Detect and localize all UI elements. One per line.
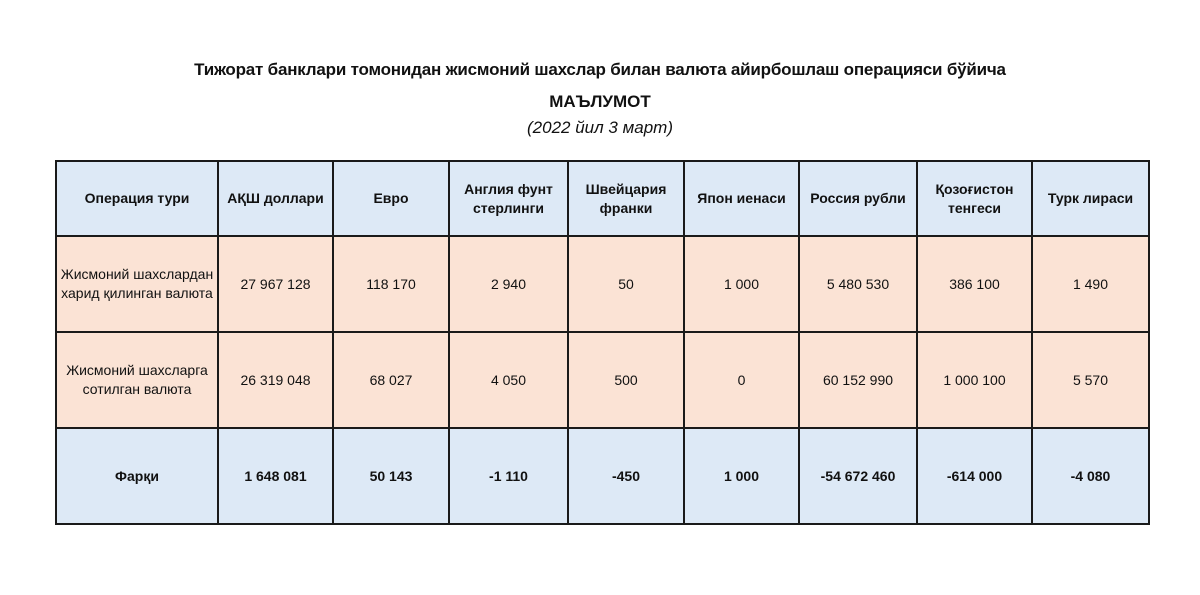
table-cell: 4 050 [449,332,568,428]
table-cell: -450 [568,428,684,524]
table-cell: 50 [568,236,684,332]
table-cell: 60 152 990 [799,332,917,428]
row-label: Жисмоний шахсларга сотилган валюта [56,332,218,428]
row-label: Жисмоний шахслардан харид қилинган валюта [56,236,218,332]
header-cell: Швейцария франки [568,161,684,236]
header-cell: Турк лираси [1032,161,1149,236]
currency-exchange-table [55,160,1150,525]
table-cell: 1 000 100 [917,332,1032,428]
header-cell: Қозоғистон тенгеси [917,161,1032,236]
table-cell: -1 110 [449,428,568,524]
table-cell: 1 000 [684,428,799,524]
header-cell: Евро [333,161,449,236]
table-row-sold [56,332,1149,428]
table-cell: 0 [684,332,799,428]
table-cell: 386 100 [917,236,1032,332]
table-cell: 1 000 [684,236,799,332]
table-cell: 118 170 [333,236,449,332]
table-cell: 26 319 048 [218,332,333,428]
table-cell: 50 143 [333,428,449,524]
table-cell: 5 570 [1032,332,1149,428]
document-date: (2022 йил 3 март) [527,118,673,137]
document-title: Тижорат банклари томонидан жисмоний шахслар билан валюта айирбошлаш операцияси бўйича [194,60,1006,79]
header-cell: Операция тури [56,161,218,236]
table-cell: 1 648 081 [218,428,333,524]
header-cell: Англия фунт стерлинги [449,161,568,236]
table-cell: 27 967 128 [218,236,333,332]
table-cell: -4 080 [1032,428,1149,524]
header-cell: Россия рубли [799,161,917,236]
header-row [56,161,1149,236]
header-cell: Япон иенаси [684,161,799,236]
table-cell: 68 027 [333,332,449,428]
table-cell: 500 [568,332,684,428]
table-cell: -614 000 [917,428,1032,524]
table-row-purchased [56,236,1149,332]
table-cell: 5 480 530 [799,236,917,332]
row-label: Фарқи [56,428,218,524]
table-cell: -54 672 460 [799,428,917,524]
table-cell: 1 490 [1032,236,1149,332]
header-cell: АҚШ доллари [218,161,333,236]
document-subtitle: МАЪЛУМОТ [549,92,651,111]
table-row-difference [56,428,1149,524]
table-cell: 2 940 [449,236,568,332]
